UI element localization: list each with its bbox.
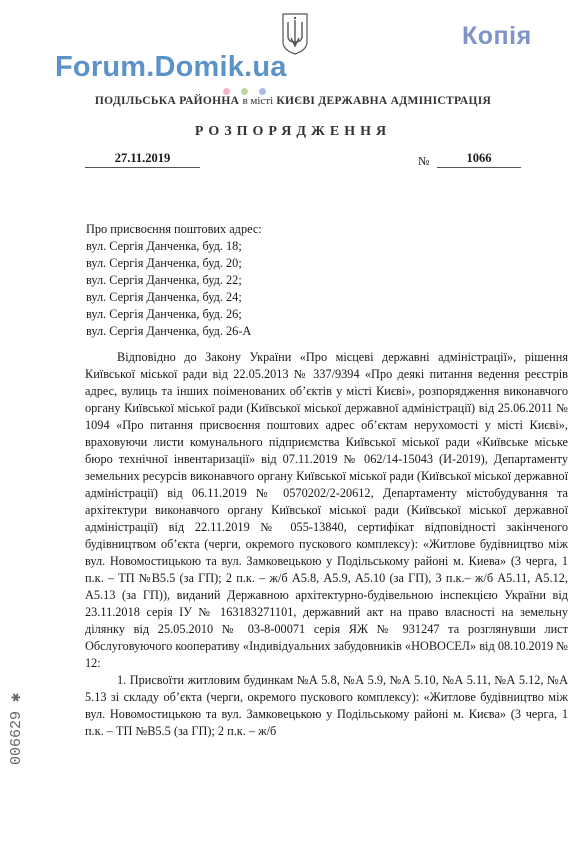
document-number: 1066 <box>437 151 521 168</box>
document-title: РОЗПОРЯДЖЕННЯ <box>194 124 392 139</box>
document-body <box>85 349 568 740</box>
subject-line: вул. Сергія Данченка, буд. 26; <box>86 307 242 321</box>
subject-line: вул. Сергія Данченка, буд. 24; <box>86 290 242 304</box>
watermark-text: Forum.Domik.ua <box>55 51 287 83</box>
clause-1-paragraph: 1. Присвоїти житловим будинкам №А 5.8, №А 5.9, №А 5.10, №А 5.11, №А 5.12, №А 5.13 зі складу об’єкта (черги, окремого пускового комплексу): «Житлове будівництво між вул. Новомостицькою та вул. Замковецькою у Подільському районі м. Києва» (3 черга, 1 п.к. – ТП №В5.5 (за ГП); 2 п.к. – ж/б <box>85 673 568 738</box>
copy-stamp: Копія <box>462 22 532 50</box>
subject-line: вул. Сергія Данченка, буд. 20; <box>86 256 242 270</box>
preamble-paragraph: Відповідно до Закону України «Про місцеві державні адміністрації», рішення Київської міської ради від 22.05.2013 № 337/9394 «Про деякі питання ведення реєстрів адрес, вулиць та інших поіменованих об’єктів у місті Києві», розпорядження виконавчого органу Київської міської ради (Київської міської державної адміністрації) від 25.06.2011 № 1094 «Про питання присвоєння поштових адрес об’єктам нерухомості у місті Києві», враховуючи листи комунального підприємства Київської міської ради «Київське міське бюро технічної інвентаризації» від 07.11.2019 № 062/14-15043 (И-2019), Департаменту земельних ресурсів виконавчого органу Київської міської ради (Київської міської державної адміністрації) від 06.11.2019 № 0570202/2-20612, Департаменту містобудування та архітектури виконавчого органу Київської міської ради (Київської міської державної адміністрації) від 22.11.2019 № 055-13840, сертифікат відповідності закінченого будівництвом об’єкта (черги, окремого пускового комплексу): «Житлове будівництво між вул. Новомостицькою та вул. Замковецькою у Подільському районі м. Киева» (3 черга, 1 п.к. – ТП №В5.5 (за ГП); 2 п.к. – ж/б А5.8, А5.9, А5.10 (за ГП), 3 п.к.– ж/б А5.11, А5.12, А5.13 (за ГП)), виданий Державною архітектурно-будівельною інспекцією України від 23.11.2018 серія IУ № 163183271101, державний акт на право власності на земельну ділянку від 25.05.2010 № 03-8-00071 серія ЯЖ № 931247 та розглянувши лист Обслуговуючого кооперативу «Індивідуальних забудовників «НОВОСЕЛ» від 08.10.2019 № 12: <box>85 350 568 670</box>
watermark-dot-blue <box>259 88 266 95</box>
document-date: 27.11.2019 <box>85 151 200 168</box>
org-name-part1: ПОДІЛЬСЬКА РАЙОННА <box>94 95 240 107</box>
org-name-part2: в місті <box>242 95 274 107</box>
side-serial <box>4 692 25 855</box>
trident-coat-of-arms-icon <box>281 12 309 56</box>
subject-line: Про присвоєння поштових адрес: <box>86 222 262 236</box>
subject-block <box>86 221 262 340</box>
watermark-dots <box>223 88 266 95</box>
subject-line: вул. Сергія Данченка, буд. 26-А <box>86 324 252 338</box>
watermark-dot-green <box>241 88 248 95</box>
organization-name <box>0 95 586 107</box>
side-serial-number: 006629 ✱ <box>8 692 25 765</box>
subject-line: вул. Сергія Данченка, буд. 22; <box>86 273 242 287</box>
watermark-dot-pink <box>223 88 230 95</box>
number-sign: № <box>418 154 430 168</box>
org-name-part3: КИЄВІ ДЕРЖАВНА АДМІНІСТРАЦІЯ <box>276 95 492 107</box>
subject-line: вул. Сергія Данченка, буд. 18; <box>86 239 242 253</box>
forum-watermark <box>55 51 335 95</box>
